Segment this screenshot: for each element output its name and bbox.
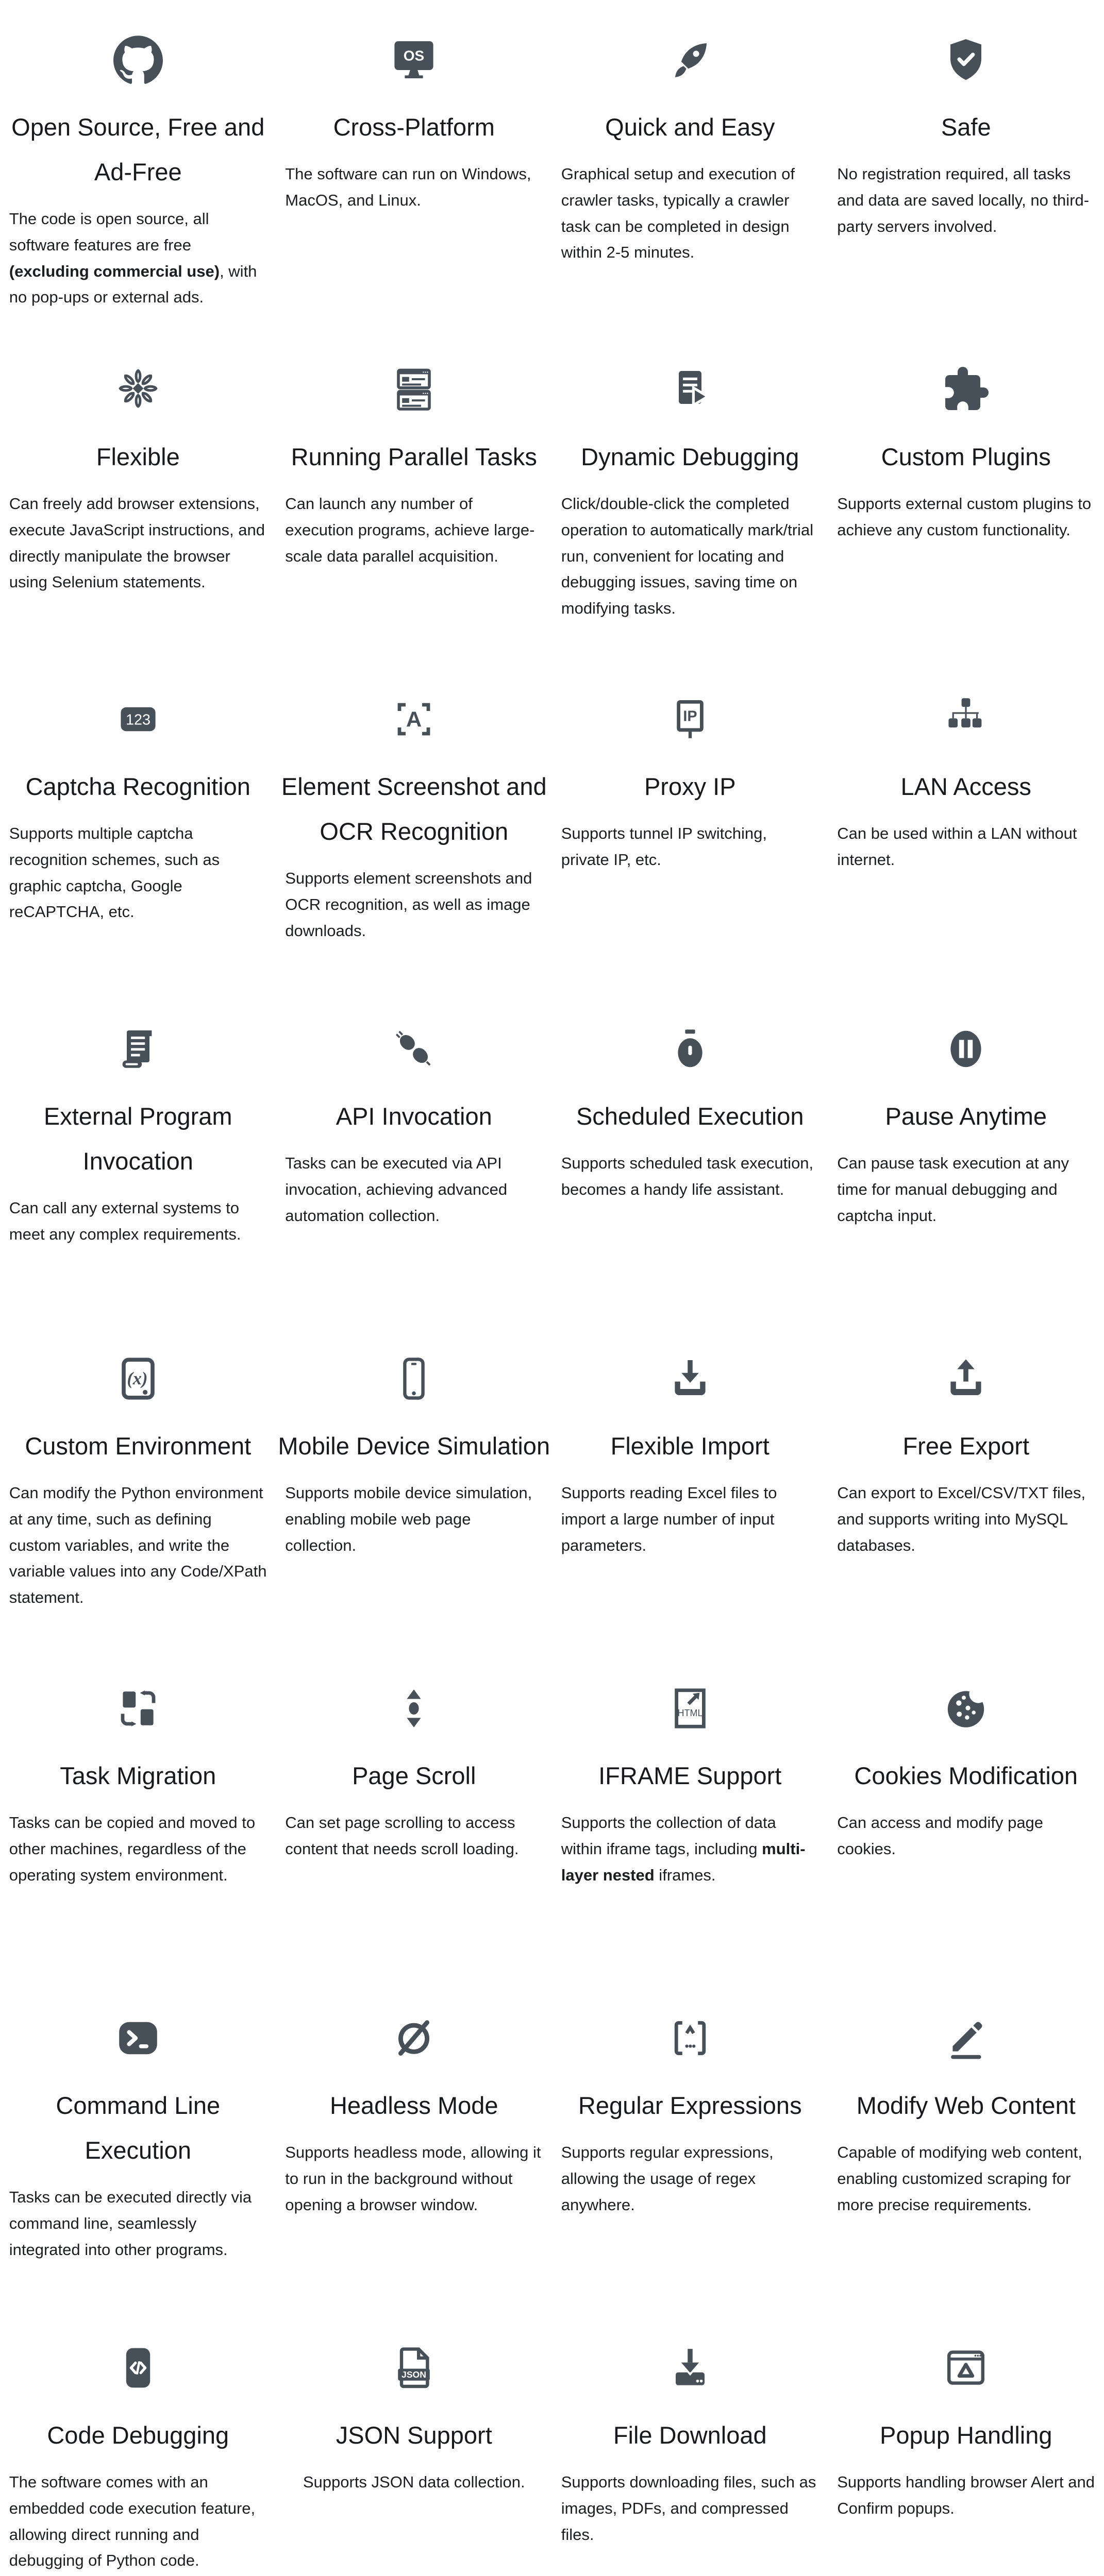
feature-title: Captcha Recognition: [26, 765, 250, 809]
feature-title: Pause Anytime: [885, 1094, 1047, 1139]
pencil-icon: [941, 2013, 991, 2063]
feature-description: Can be used within a LAN without internet.: [837, 821, 1095, 873]
feature-card-ip-sign: [552, 659, 828, 989]
feature-card-stopwatch: [552, 989, 828, 1319]
feature-card-puzzle: [828, 330, 1104, 659]
feature-card-popup-window: [828, 2308, 1104, 2576]
feature-card-lan-network: [828, 659, 1104, 989]
cookie-icon: [941, 1684, 991, 1733]
feature-card-import-tray: [552, 1319, 828, 1649]
os-monitor-icon: [389, 35, 439, 84]
feature-description: Supports external custom plugins to achieve any custom functionality.: [837, 491, 1095, 544]
github-icon: [113, 35, 163, 84]
feature-description: The software can run on Windows, MacOS, and Linux.: [285, 161, 543, 214]
smartphone-icon: [389, 1354, 439, 1403]
feature-title: API Invocation: [336, 1094, 492, 1139]
stopwatch-icon: [665, 1024, 715, 1074]
feature-card-github: [0, 0, 276, 330]
feature-description: Supports downloading files, such as images, PDFs, and compressed files.: [561, 2469, 819, 2548]
feature-title: Running Parallel Tasks: [291, 435, 537, 480]
feature-description: Can modify the Python environment at any time, such as defining custom variables, and write the variable values into any Code/XPath statement.: [9, 1480, 267, 1611]
feature-card-html-doc: [552, 1649, 828, 1978]
feature-title: Element Screenshot and OCR Recognition: [276, 765, 552, 854]
captcha-123-icon: [113, 694, 163, 744]
feature-card-cookie: [828, 1649, 1104, 1978]
feature-card-os-monitor: [276, 0, 553, 330]
feature-title: Code Debugging: [47, 2413, 229, 2458]
feature-title: Open Source, Free and Ad-Free: [0, 105, 276, 195]
feature-card-export-tray: [828, 1319, 1104, 1649]
feature-title: IFRAME Support: [598, 1754, 781, 1799]
feature-card-regex-brackets: [552, 1978, 828, 2308]
feature-card-file-download: [552, 2308, 828, 2576]
feature-description: Can access and modify page cookies.: [837, 1810, 1095, 1862]
swap-squares-icon: [113, 1684, 163, 1733]
puzzle-icon: [941, 365, 991, 414]
feature-title: Safe: [941, 105, 991, 150]
feature-description: Supports JSON data collection.: [303, 2469, 525, 2496]
feature-description: Supports multiple captcha recognition schemes, such as graphic captcha, Google reCAPTCHA, etc.: [9, 821, 267, 925]
feature-title: Popup Handling: [880, 2413, 1052, 2458]
lan-network-icon: [941, 694, 991, 744]
feature-description: Supports element screenshots and OCR recognition, as well as image downloads.: [285, 866, 543, 944]
feature-card-swap-squares: [0, 1649, 276, 1978]
feature-card-eye-slash: [276, 1978, 553, 2308]
feature-card-rocket: [552, 0, 828, 330]
feature-title: Task Migration: [60, 1754, 216, 1799]
feature-title: Page Scroll: [352, 1754, 476, 1799]
feature-description: Supports scheduled task execution, becomes a handy life assistant.: [561, 1150, 819, 1203]
feature-card-scroll-script: [0, 989, 276, 1319]
svg-text:123: 123: [126, 711, 150, 728]
feature-title: Headless Mode: [330, 2083, 498, 2128]
cube-icon: [113, 365, 163, 414]
feature-card-captcha-123: [0, 659, 276, 989]
shield-check-icon: [941, 35, 991, 84]
feature-description: Supports mobile device simulation, enabling mobile web page collection.: [285, 1480, 543, 1558]
svg-text:OS: OS: [404, 48, 424, 64]
feature-title: Proxy IP: [644, 765, 736, 809]
feature-card-terminal: [0, 1978, 276, 2308]
feature-title: Free Export: [902, 1424, 1029, 1469]
feature-title: Quick and Easy: [605, 105, 775, 150]
feature-description: Tasks can be executed directly via command line, seamlessly integrated into other programs.: [9, 2184, 267, 2263]
feature-title: Scheduled Execution: [576, 1094, 804, 1139]
html-doc-icon: [665, 1684, 715, 1733]
page-scroll-arrows-icon: [389, 1684, 439, 1733]
feature-card-pause-circle: [828, 989, 1104, 1319]
feature-description: Graphical setup and execution of crawler tasks, typically a crawler task can be completed in design within 2-5 minutes.: [561, 161, 819, 266]
ip-sign-icon: [665, 694, 715, 744]
scroll-script-icon: [113, 1024, 163, 1074]
feature-title: File Download: [613, 2413, 767, 2458]
rocket-icon: [665, 35, 715, 84]
document-play-icon: [665, 365, 715, 414]
feature-card-shield-check: [828, 0, 1104, 330]
export-tray-icon: [941, 1354, 991, 1403]
ocr-brackets-icon: [389, 694, 439, 744]
feature-description: The code is open source, all software features are free (excluding commercial use), with no pop-ups or external ads.: [9, 206, 267, 311]
feature-title: JSON Support: [336, 2413, 492, 2458]
feature-description: Supports reading Excel files to import a large number of input parameters.: [561, 1480, 819, 1558]
feature-title: Command Line Execution: [0, 2083, 276, 2173]
feature-description: Can launch any number of execution programs, achieve large-scale data parallel acquisition.: [285, 491, 543, 569]
feature-title: LAN Access: [901, 765, 1031, 809]
svg-text:HTML: HTML: [677, 1708, 702, 1718]
terminal-icon: [113, 2013, 163, 2063]
plugs-icon: [389, 1024, 439, 1074]
import-tray-icon: [665, 1354, 715, 1403]
svg-text:(x): (x): [127, 1369, 147, 1388]
feature-title: Flexible: [96, 435, 180, 480]
feature-card-page-scroll-arrows: [276, 1649, 553, 1978]
feature-card-cube: [0, 330, 276, 659]
feature-title: Cross-Platform: [333, 105, 495, 150]
feature-card-smartphone: [276, 1319, 553, 1649]
feature-title: Cookies Modification: [854, 1754, 1078, 1799]
feature-description: Tasks can be executed via API invocation, achieving advanced automation collection.: [285, 1150, 543, 1229]
feature-description: Can freely add browser extensions, execute JavaScript instructions, and directly manipulate the browser using Selenium statements.: [9, 491, 267, 596]
json-file-icon: [389, 2343, 439, 2393]
feature-title: Dynamic Debugging: [581, 435, 799, 480]
feature-description: Tasks can be copied and moved to other machines, regardless of the operating system environment.: [9, 1810, 267, 1888]
code-badge-icon: [113, 2343, 163, 2393]
feature-description: Can pause task execution at any time for manual debugging and captcha input.: [837, 1150, 1095, 1229]
feature-card-code-badge: [0, 2308, 276, 2576]
feature-card-pencil: [828, 1978, 1104, 2308]
feature-card-tablet-x: [0, 1319, 276, 1649]
eye-slash-icon: [389, 2013, 439, 2063]
feature-title: Custom Environment: [25, 1424, 251, 1469]
feature-description: Can set page scrolling to access content that needs scroll loading.: [285, 1810, 543, 1862]
tablet-x-icon: [113, 1354, 163, 1403]
feature-description: Can export to Excel/CSV/TXT files, and supports writing into MySQL databases.: [837, 1480, 1095, 1558]
feature-description: The software comes with an embedded code execution feature, allowing direct running and debugging of Python code.: [9, 2469, 267, 2574]
feature-description: Click/double-click the completed operation to automatically mark/trial run, convenient for locating and debugging issues, saving time on modifying tasks.: [561, 491, 819, 622]
feature-card-ocr-brackets: [276, 659, 553, 989]
parallel-windows-icon: [389, 365, 439, 414]
svg-text:IP: IP: [683, 708, 697, 725]
feature-description: Supports headless mode, allowing it to run in the background without opening a browser window.: [285, 2140, 543, 2218]
feature-card-document-play: [552, 330, 828, 659]
feature-card-json-file: [276, 2308, 553, 2576]
feature-title: Mobile Device Simulation: [278, 1424, 550, 1469]
feature-title: Regular Expressions: [578, 2083, 802, 2128]
feature-description: Supports the collection of data within iframe tags, including multi-layer nested iframes.: [561, 1810, 819, 1888]
regex-brackets-icon: [665, 2013, 715, 2063]
file-download-icon: [665, 2343, 715, 2393]
feature-description: Supports tunnel IP switching, private IP, etc.: [561, 821, 819, 873]
pause-circle-icon: [941, 1024, 991, 1074]
feature-description: No registration required, all tasks and data are saved locally, no third-party servers involved.: [837, 161, 1095, 240]
feature-card-plugs: [276, 989, 553, 1319]
feature-description: Capable of modifying web content, enabling customized scraping for more precise requirements.: [837, 2140, 1095, 2218]
svg-text:A: A: [406, 707, 422, 731]
feature-description: Can call any external systems to meet any complex requirements.: [9, 1195, 267, 1248]
feature-card-parallel-windows: [276, 330, 553, 659]
popup-window-icon: [941, 2343, 991, 2393]
feature-description: Supports regular expressions, allowing the usage of regex anywhere.: [561, 2140, 819, 2218]
feature-title: Flexible Import: [611, 1424, 770, 1469]
svg-text:JSON: JSON: [402, 2369, 426, 2380]
feature-title: Custom Plugins: [881, 435, 1051, 480]
feature-description: Supports handling browser Alert and Confirm popups.: [837, 2469, 1095, 2522]
feature-title: Modify Web Content: [857, 2083, 1076, 2128]
feature-title: External Program Invocation: [0, 1094, 276, 1184]
